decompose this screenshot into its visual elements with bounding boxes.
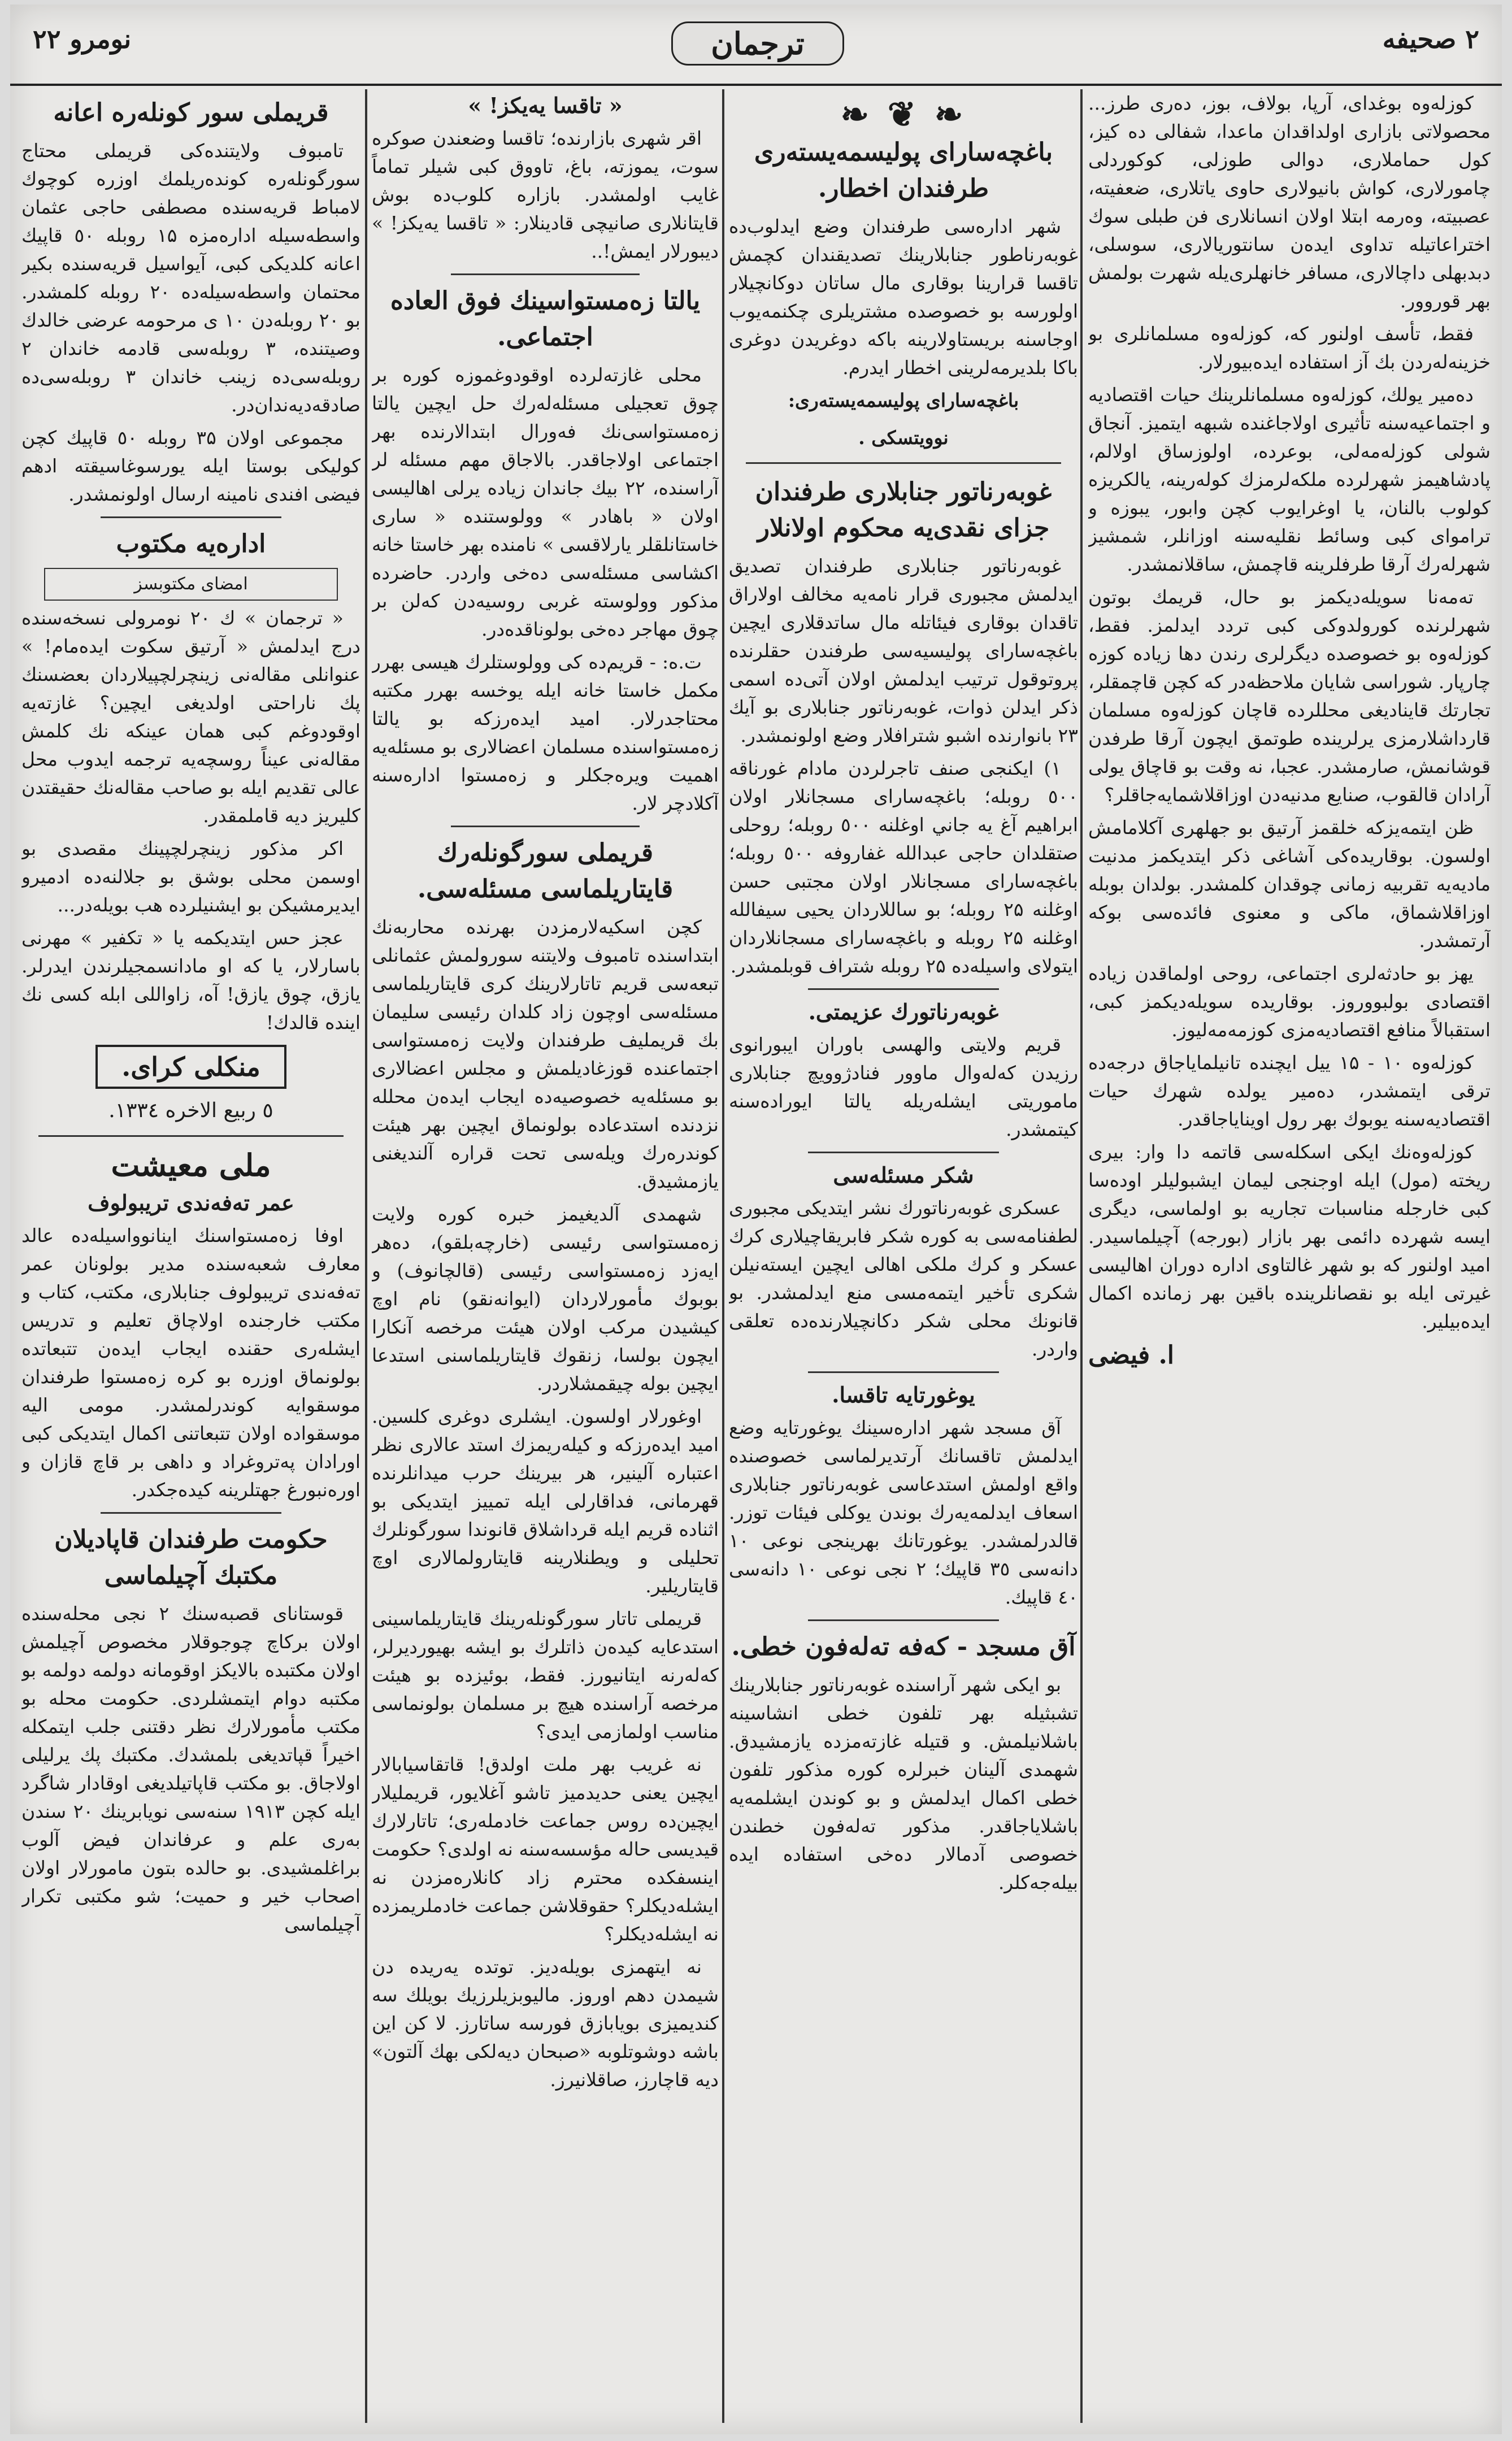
section-rule bbox=[38, 1135, 344, 1137]
paragraph: فقط، تأسف اولنور كه، كوزلەوه مسلمانلرى بو خزينه‌لەردن بك آز استفاده ايدەبيورلار. bbox=[1088, 323, 1491, 373]
paragraph: « ترجمان » ك ۲۰ نومرولى نسخه‌سنده درج ايدلمش « آرتيق سكوت ايدەمام! » عنوانلى مقالەنى زينچرلچپيلاردان بعضسنك پك ناراحتى اولديغى ايچين؟ غازته‌يه اوقودوغم كبى همان عينكه نك كلمش مقالەنى عيناً روسچه‌يه ترجمه ايدوب محل عالى تقديم ايله بو صاحب مقاله‌نك حقيقتدن كليريز ديه قاملمقدر. bbox=[21, 607, 360, 827]
article-headline: غوبەرناتورك عزيمتى. bbox=[808, 999, 999, 1024]
article-headline: شكر مسئله‌سى bbox=[833, 1162, 974, 1188]
column-1 bbox=[1088, 89, 1491, 2423]
section-rule bbox=[101, 516, 281, 518]
paragraph: كچن اسكيه‌لارمزدن بهرنده محاربه‌نك ابتداسنده تامبوف ولايتنه سورولمش عثمانلى تبعه‌سى قريم تاتارلارينك كرى قايتاريلماسى مسئله‌سى اوچون زاد كلدان رئيسى سليمان بك قريمليف طرفندان ولايت زەمستواسى اجتماعنده قوزغاديلمش و مجلس اعضالارى بو مسئله‌يه خصوصيه‌ده ايجاب ايدەن محلله نزدنده استدعاده بولونماق ايچين بهر هيئت كوندره‌رك ويله‌سى تحت قراره آلنديغنى يازمشيدق. bbox=[372, 916, 719, 1192]
article-headline: يوغورتايه تاقسا. bbox=[832, 1382, 975, 1408]
signature-name: نوويتسكى . bbox=[858, 427, 949, 449]
issue-number: نومرو ۲۲ bbox=[33, 24, 132, 54]
letter-stamp: امضاى مكتوبسز bbox=[44, 568, 338, 601]
page-number: ۲ صحيفه bbox=[1382, 24, 1479, 54]
paragraph: نه غريب بهر ملت اولدق! قاتقاسيابالار ايچين يعنى حديدميز تاشو آغلايور، قريمليلار ايچين‌ده روس جماعت خادملەرى؛ تاتارلارك قيديسى حاله مؤسسه‌سنه نه اولدى؟ حكومت اينسفكده محترم زاد كانلارەمزدن نه ايشلەديكلر؟ حقوقلاشن جماعت خادملريمزده نه ايشلەديكلر؟ bbox=[372, 1753, 719, 1945]
article-headline: يالتا زەمستواسينك فوق العاده اجتماعى. bbox=[390, 286, 701, 351]
paragraph: شهمدى آلديغيمز خبره كوره ولايت زەمستواسى رئيسى (خارچەبلقو)، ده‌هر ايه‌زد زەمستواسى رئيسى (قالچانوف) و بوبوك مأمورلاردان (ايوانه‌نقو) نام اوچ كيشيدن مركب اولان هيئت مرخصه آنكارا ايچون بولسا، زنقوك قايتاريلماسنى استدعا ايچين بوله چيقمشلاردر. bbox=[372, 1203, 719, 1395]
paragraph: ظن ايتمه‌يزكه خلقمز آرتيق بو جهلهرى آكلامامش اولسون. بوقاريدەكى آشاغى ذكر ايتديكمز مدنيت ماديه‌يه تقربيه زمانى چوقدان كلمشدر. بولدان بوبله اوزاقلاشماق، ماكى و معنوى فائدەسى بوكه آرتمشدر. bbox=[1088, 816, 1491, 952]
paragraph: عجز حس ايتديكمه يا « تكفير » مهرنى باسارلار، يا كه او مادانسمجيلرندن ايدرلر. يازق، چوق يازق! آه، زاواللى ابله كسى نك اينده قالدك! bbox=[21, 927, 360, 1033]
paragraph: ت.ه: - قريم‌ده كى وولوستلرك هيسى بهرر مكمل خاستا خانه ايله يوخسه بهرر مكتبه محتاجدرلار. اميد ايدەرزكه بو يالتا زەمستواسنده مسلمان اعضالارى بو مسئله‌يه اهميت ويره‌جكلر و زەمستوا ادارەسنه آكلادچر لار. bbox=[372, 651, 719, 814]
paragraph: عسكرى غوبەرناتورك نشر ايتديكى مجبورى لطفنامه‌سى به كوره شكر فابريقاچيلارى كرك عسكر و كرك ملكى اهالى ايچين ايسته‌نيلن شكرى تأخير ايتمەمسى منع ايدلمشدر. بو قانونك محلى شكر دكانچيلارندەده تعلقى واردر. bbox=[729, 1197, 1078, 1360]
paragraph: كوزلەوه ۱۰ - ۱۵ ييل ايچنده تانيلماياجاق درجه‌ده ترقى ايتمشدر، دەمير يولده شهرك حيات اقتصاديه‌سنه يوبوك بهر رول اويناياجاقدر. bbox=[1088, 1052, 1491, 1130]
news-ornament: ❧ ❦ ❧ bbox=[840, 95, 967, 134]
paragraph: غوبەرناتور جنابلارى طرفندان تصديق ايدلمش مجبورى قرار نامه‌يه مخالف اولاراق تاقدان بوقارى فيئاتله مال ساتدقلارى ايچين باغچەسارای پوليسيه‌سى طرفندن حقلرنده پروتوقول ترتيب ايدلمش اولان آتى‌ده اسمى ذكر ايدلن ذوات، غوبەرناتور جنابلارى بو آيك ۲۳ بانوارنده اشبو شترافلار وضع اولونمشدر. bbox=[729, 555, 1078, 746]
article-headline: باغچەسارای پولیسمەیستەرى طرفندان اخطار. bbox=[754, 138, 1053, 203]
article-headline: قريملى سور كونلەره اعانه bbox=[53, 98, 329, 127]
paragraph: كوزلەوه بوغداى، آرپا، بولاف، بوز، دەرى طرز... محصولاتى بازارى اولداقدان ماعدا، شفالى ده كيز، كول حماملارى، دوالى طوزلى، كوكوردلى چامورلارى، كواش بانيولارى حاوى ياتلارى، ضعفيته، عصبيته، وەرمه ابتلا اولان انسانلارى فن طبلى سوك اختراعاتيله تداوى ايدەن سانتوريالارى، سوسلى، دبدبهلى داچالارى، مسافر خانهلرى‌يله شهرت بولمش بهر قوروور. bbox=[1088, 92, 1491, 312]
article-headline: غوبەرناتور جنابلارى طرفندان جزاى نقدى‌يه محكوم اولانلار bbox=[755, 477, 1052, 542]
paragraph: تامبوف ولايتنده‌كى قريملى محتاج سورگونلەره كوندەريلمك اوزره كوچوك لامباط قريه‌سنده مصطفى حاجى عثمان واسطه‌سيله ادارەمزه ۱۵ روبله ٥٠ قاپيك اعانه كلديكى كبى، آيواسيل قريه‌سنده بكير محتمان واسطه‌سيله‌ده ۲۰ روبله كلمشدر. بو ۲۰ روبله‌دن ۱۰ ى مرحومه عرضى خالدك وصيتنده، ۳ روبله‌سى قادمه خاندان ۲ روبله‌سى‌ده زينب خاندان ۳ روبله‌سى‌ده صادقه‌ديه‌ندان‌در. bbox=[21, 140, 360, 416]
section-rule bbox=[808, 1152, 999, 1153]
paragraph: ۱) ايكنجى صنف تاجرلردن مادام غورناقه ٥٠٠ روبله؛ باغچەسارای مسجانلار اولان ابراهيم آغ يه جاني اوغلنه ٥٠٠ روبله؛ روحلى صتقلدان حاجى عبدالله غفاروفه ٥٠٠ روبله؛ باغچەسارای مسجانلار اولان مجتبى حسن اوغلنه ۲۵ روبله؛ بو ساللاردان يحيى سيفالله اوغلنه ۲۵ روبله و باغچەسارای مسجانلاردان ايتولاى واسيله‌ده ۲۵ روبله شتراف قوبلمشدر. bbox=[729, 757, 1078, 977]
article-headline: قريملى سورگونلەرك قايتاريلماسى مسئله‌سى. bbox=[417, 839, 674, 904]
paragraph: دەمير يولك، كوزلەوه مسلمانلرينك حيات اقتصاديه و اجتماعيه‌سنه تأثيرى اولاجاغندە شبهه ايتميز. آنجاق شولى كوزلەمەلى، بوعرده، اولوزساق اولالم، پادشاهيمز شهرلردە ملكەلرمزك كولەرينه، يالكريزە كولوب بالنان، يا اوغرايوب كچن وابور، يبوزه و ترامواى كبى وسائط نقليه‌سنه اوزانلر، شمشيز شهرلەرك آرقا طرفلرينه قاچمش، ساقلانمشدر. bbox=[1088, 384, 1491, 575]
section-rule bbox=[808, 1619, 999, 1621]
column-divider bbox=[722, 89, 724, 2423]
paragraph: قوستانای قصبه‌سنك ۲ نجى محله‌سنده اولان بركاچ چوجوقلار مخصوص آچيلمش اولان مكتبده بالايكز اوقومانه دولمه دولمه بو مكتبه دوام ايتمشلردى. حكومت محله بو مكتب مأمورلارك نظر دقتنى جلب ايتمكله اخيراً قپاتديغى بلمشدك. مكتبك پك يرليلى اولاجاق. بو مكتب قاپاتيلديغى اوقادار شاگرد ايله كچن ۱۹۱۳ سنه‌سى نويابرينك ۲۰ سندن بەرى علم و عرفاندان فيض آلوب براغلمشيدى. بو حالده بتون مامورلار اولان اصحاب خير و حميت؛ شو مكتبى تكرار آچيلماسى bbox=[21, 1602, 360, 1935]
paragraph: اكر مذكور زينچرلچپينك مقصدى بو اوسمن محلى بوشق بو جلالنه‌ده ادميرو ايديرمشيكن بو ايشنيلرده هب بويلەدر... bbox=[21, 837, 360, 916]
paragraph: مجموعى اولان ۳۵ روبله ٥٠ قاپيك كچن كوليكى بوستا ايله يورسوغاسيقته ادهم فيضى افندى نامينه ارسال اولونمشدر. bbox=[21, 427, 360, 505]
masthead bbox=[10, 5, 1502, 86]
column-divider bbox=[1080, 89, 1083, 2423]
column-2 bbox=[729, 89, 1078, 2423]
paragraph: كوزلەوه‌نك ايكى اسكله‌سى قاتمه دا وار: بيرى ريخته (مول) ايله اوجنجى ليمان ايشبوليلر اوده‌سا كبى خارجله مناسبات تجاريه بو اولماسى، ديگرى ايسه شهرده دائمى بهر بازار (بورجه) آچيلماسيدر. اميد اولنور كه بو شهر غالتاوى اداره دوران اهاليسى غيرتى ايله بو نقصانلرينده باقين بهر زمانده اكمال ايدەبيلير. bbox=[1088, 1141, 1491, 1332]
article-headline: « تاقسا يه‌يكز! » bbox=[468, 93, 623, 118]
signature-title: باغچەسارای پولیسمەیستەرى: bbox=[788, 389, 1019, 411]
section-rule bbox=[746, 462, 1061, 464]
section-title: ملى معيشت bbox=[111, 1147, 271, 1183]
paragraph: محلى غازته‌لرده اوقودوغموزه كوره بر چوق تعجيلى مسئله‌لەرك حل ايچين يالتا زەمستواسى‌نك فەورال ابتدالارنده بهر اجتماعى اولاجاقدر. بالاجاق مهم مسئله لر آراسنده، ۲۲ بيك جاندان زياده يرلى اهاليسى اولان « باهادر » وولوستنده « سارى خاستانلقلر يارلاقسى » نامنده بهر خاستا خانه اكشاسى مسئله‌سى ده‌خى واردر. حاضرده مذكور وولوسته غربى روسيه‌دن كه‌لن بر چوق مهاجر ده‌خى بولوناقده‌در. bbox=[372, 364, 719, 640]
date-line: ٥ ربيع الاخره ١٣٣٤. bbox=[108, 1099, 273, 1122]
paragraph: اقر شهرى بازارنده؛ تاقسا وضعندن صوكره سوت، يموزته، باغ، تاووق كبى شيلر تماماً غايب اولمشدر. بازاره كلوب‌ده بوش قايتانلارى صانيچى قادينلار: « تاقسا يه‌يكز! » ديبورلار ايمش!.. bbox=[372, 127, 719, 262]
paragraph: شهر ادارەسى طرفندان وضع ايدلوب‌ده غوبەرناطور جنابلارينك تصديقندان كچمش تاقسا قرارينا بوقارى مال ساتان دوكانچيلار اولورسه بو خصوصده مشتريلرى چكنمه‌يوب اوجاسنه بريستاولارينه باكه دوغريدن دوغرى باكا بلديرمه‌لرينى اخطار ايدرم. bbox=[729, 215, 1078, 379]
article-headline: اداره‌يه مكتوب bbox=[116, 529, 266, 558]
newspaper-title: ترجمان bbox=[671, 21, 844, 66]
signature-box: منكلى كراى. bbox=[95, 1045, 286, 1089]
section-rule bbox=[101, 1512, 281, 1514]
column-3 bbox=[372, 89, 719, 2423]
section-rule bbox=[451, 826, 640, 827]
paragraph: اوفا زەمستواسنك اينانوواسيله‌ده عالد معارف شعبه‌سنده مدير بولونان عمر تەفەندى تريبولوف جنابلارى، مكتب، كتاب و مكتب خارجنده اولاچاق تعليم و تدريس ايشلەرى حقنده ايجاب ايدەن تتبعاتده بولونماق اوزره بو كره زەمستوا طرفندان موسقوايه كوندرلمشدر. مومى اليه موسقواده اولان تتبعاتنى اكمال ايتديكى كبى اورادان پەتروغراد و داهى بر قاچ قازان و اورەنبورغ جهتلرينه كيده‌جكدر. bbox=[21, 1224, 360, 1501]
paragraph: نه ايتهمزى بويلەديز. توتده يه‌ريده دن شيمدن دهم اوروز. ماليوبزيلرزيك بويلك سه كنديميزى بويابازق فورسه ساتارز. لا كن اين باشه دوشوتلوبه «صبحان ديه‌لكى بهك آلتون» ديه قاچارز، صاقلانيرز. bbox=[372, 1956, 719, 2091]
section-rule bbox=[451, 273, 640, 275]
column-divider bbox=[365, 89, 367, 2423]
paragraph: يهز بو حادثەلرى اجتماعى، روحى اولماقدن زياده اقتصادى بولبووروز. بوقاريده سويلەديكمز كبى، استقبالاً منافع اقتصاديه‌مزى كوزمەمەليوز. bbox=[1088, 962, 1491, 1041]
article-headline: حكومت طرفندان قاپاديلان مكتبك آچيلماسى bbox=[54, 1525, 328, 1590]
paragraph: آق مسجد شهر ادارەسينك يوغورتايه وضع ايدلمش تاقسانك آرتديرلماسى خصوصنده واقع اولمش استدعاسى غوبەرناتور جنابلارى اسعاف ايدلمه‌يه‌رك بوندن يوكلى فيئات توزر. قالدرلمشدر. يوغورتانك بهرينجى نوعى ١٠ دانه‌سى ٣٥ قاپيك؛ ٢ نجى نوعى ١٠ دانه‌سى ٤٠ قاپيك. bbox=[729, 1417, 1078, 1608]
column-4 bbox=[21, 89, 360, 2423]
paragraph: بو ايكى شهر آراسنده غوبەرناتور جنابلارينك تشبثيله بهر تلفون خطى انشاسينه باشلانيلمش. و قتيله غازته‌مزده يازمشيدق. شهمدى آلينان خبرلره كوره مذكور تلفون خطى اكمال ايدلمش و بو كوندن ايشلمه‌يه باشلاياجاقدر. مذكور تەلەفون خطندن خصوصى آدمالار ده‌خى استفاده ايده بيله‌جەكلر. bbox=[729, 1674, 1078, 1893]
section-rule bbox=[808, 988, 999, 990]
paragraph: تەمەنا سويلەديكمز بو حال، قريمك بوتون شهرلرندە كورولدوكى كبى تردد ايدلمز. فقط، كوزلەوه بو خصوصدە ديگرلرى رندن دها زياده كوزه چارپار. شوراسى شايان ملاحظه‌در كه كچن قاچمقلر، تجارتك قايناديغى محللرده قاچان كوزلەوه مسلمان قاردا‌شلارمزى يرلرينده طوتمق ايچون آرقا طرفدن قوشانمش، صارمشدر. عجبا، نه وقت بو قاچاق يولى آرادان قالقوب، صنايع مدنيه‌دن اوزاقلاشمايه‌جاقلر؟ bbox=[1088, 586, 1491, 806]
newspaper-page bbox=[10, 5, 1502, 2434]
paragraph: قريملى تاتار سورگونلەرينك قايتاريلماسينى استدعايه كيده‌ن ذاتلرك بو ايشه بهيورديرلر، كەلەرنه ايتانيورز. فقط، بوئيزده بو هيئت مرخصه آراسنده هيچ بر مسلمان بولونماسى مناسب اولمازمى ايدى؟ bbox=[372, 1608, 719, 1743]
section-rule bbox=[808, 1371, 999, 1373]
paragraph: قريم ولايتى والهسى باوران ايبورانوى رزيدن كەلەوال ماوور فنادژوويچ جنابلارى ماموريتى ايشلەريله يالتا ايورادەسنه كيتمشدر. bbox=[729, 1033, 1078, 1140]
article-headline: آق مسجد - كەفه تەلەفون خطى. bbox=[731, 1632, 1076, 1661]
paragraph: اوغورلار اولسون. ايشلرى دوغرى كلسين. اميد ايدەرزكه و كيلەريمزك استد عالارى نظر اعتباره آلينير، هر بيرينك حرب ميدانلرنده قهرمانى، فداقارلى ايله تمييز ايتديكى بو اثناده قريم ايله قرداشلاق قانوندا سورگونلرك تحليلى و ويطنلارينه قايتارولمالارى اوچ قايتاريلير. bbox=[372, 1405, 719, 1597]
article-headline: عمر تەفەندى تريبولوف bbox=[88, 1190, 294, 1215]
author-signature: ا. فيضى bbox=[1088, 1341, 1175, 1370]
